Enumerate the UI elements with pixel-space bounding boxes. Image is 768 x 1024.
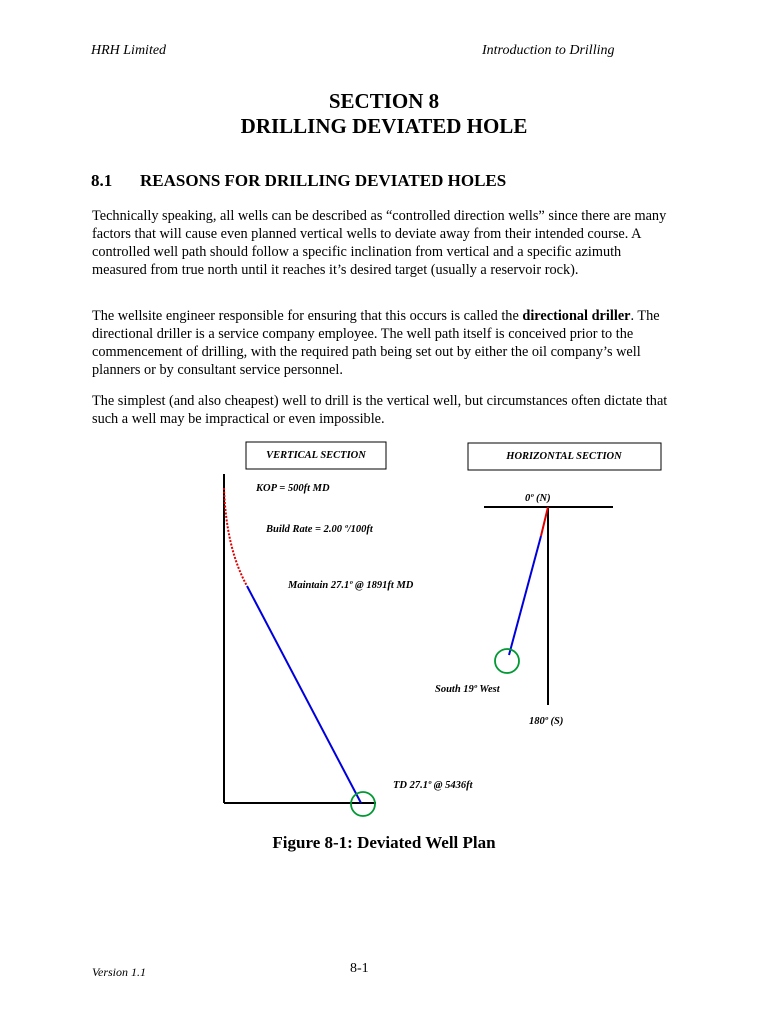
direction-label: South 19º West bbox=[435, 684, 500, 695]
build-section-path bbox=[224, 488, 247, 586]
td-label: TD 27.1º @ 5436ft bbox=[393, 780, 473, 791]
paragraph-text: . The directional driller is a service company employee. The well path itself is conceived prior to the commencement of drilling, with the required path being set out by either the oil company’s well planners or by consultant service personnel. bbox=[92, 308, 660, 378]
footer-version: Version 1.1 bbox=[92, 965, 146, 979]
directional-driller-term: directional driller bbox=[522, 308, 631, 324]
paragraph-vertical-well: The simplest (and also cheapest) well to drill is the vertical well, but circumstances often dictate that such a well may be impractical or even impossible. bbox=[92, 393, 668, 427]
paragraph-text: The wellsite engineer responsible for ensuring that this occurs is called the bbox=[92, 308, 523, 324]
paragraph-controlled-direction: Technically speaking, all wells can be described as “controlled direction wells” since there are many factors that will cause even planned vertical wells to deviate away from their intended course. A controlled well path should follow a specific inclination from vertical and a specific azimuth measured from true north until it reaches it’s desired target (usually a reservoir rock). bbox=[92, 208, 667, 278]
maintain-label: Maintain 27.1º @ 1891ft MD bbox=[288, 580, 414, 591]
build-rate-label: Build Rate = 2.00 º/100ft bbox=[266, 524, 373, 535]
header-company: HRH Limited bbox=[91, 43, 167, 58]
section-subtitle: DRILLING DEVIATED HOLE bbox=[240, 114, 528, 138]
tangent-section-path bbox=[247, 586, 361, 803]
header-document-title: Introduction to Drilling bbox=[482, 43, 615, 58]
section-title: SECTION 8 bbox=[328, 89, 440, 113]
horizontal-tangent-path bbox=[509, 536, 541, 655]
north-label: 0º (N) bbox=[525, 493, 551, 504]
horizontal-target-circle bbox=[495, 649, 519, 673]
south-label: 180º (S) bbox=[529, 716, 564, 727]
horizontal-build-path bbox=[541, 507, 548, 536]
figure-caption: Figure 8-1: Deviated Well Plan bbox=[272, 833, 496, 852]
vertical-section-label: VERTICAL SECTION bbox=[266, 450, 366, 461]
subsection-title: REASONS FOR DRILLING DEVIATED HOLES bbox=[140, 171, 507, 190]
footer-page-number: 8-1 bbox=[350, 961, 369, 976]
horizontal-section-label: HORIZONTAL SECTION bbox=[506, 451, 622, 462]
kop-label: KOP = 500ft MD bbox=[256, 483, 330, 494]
subsection-number: 8.1 bbox=[91, 171, 113, 190]
